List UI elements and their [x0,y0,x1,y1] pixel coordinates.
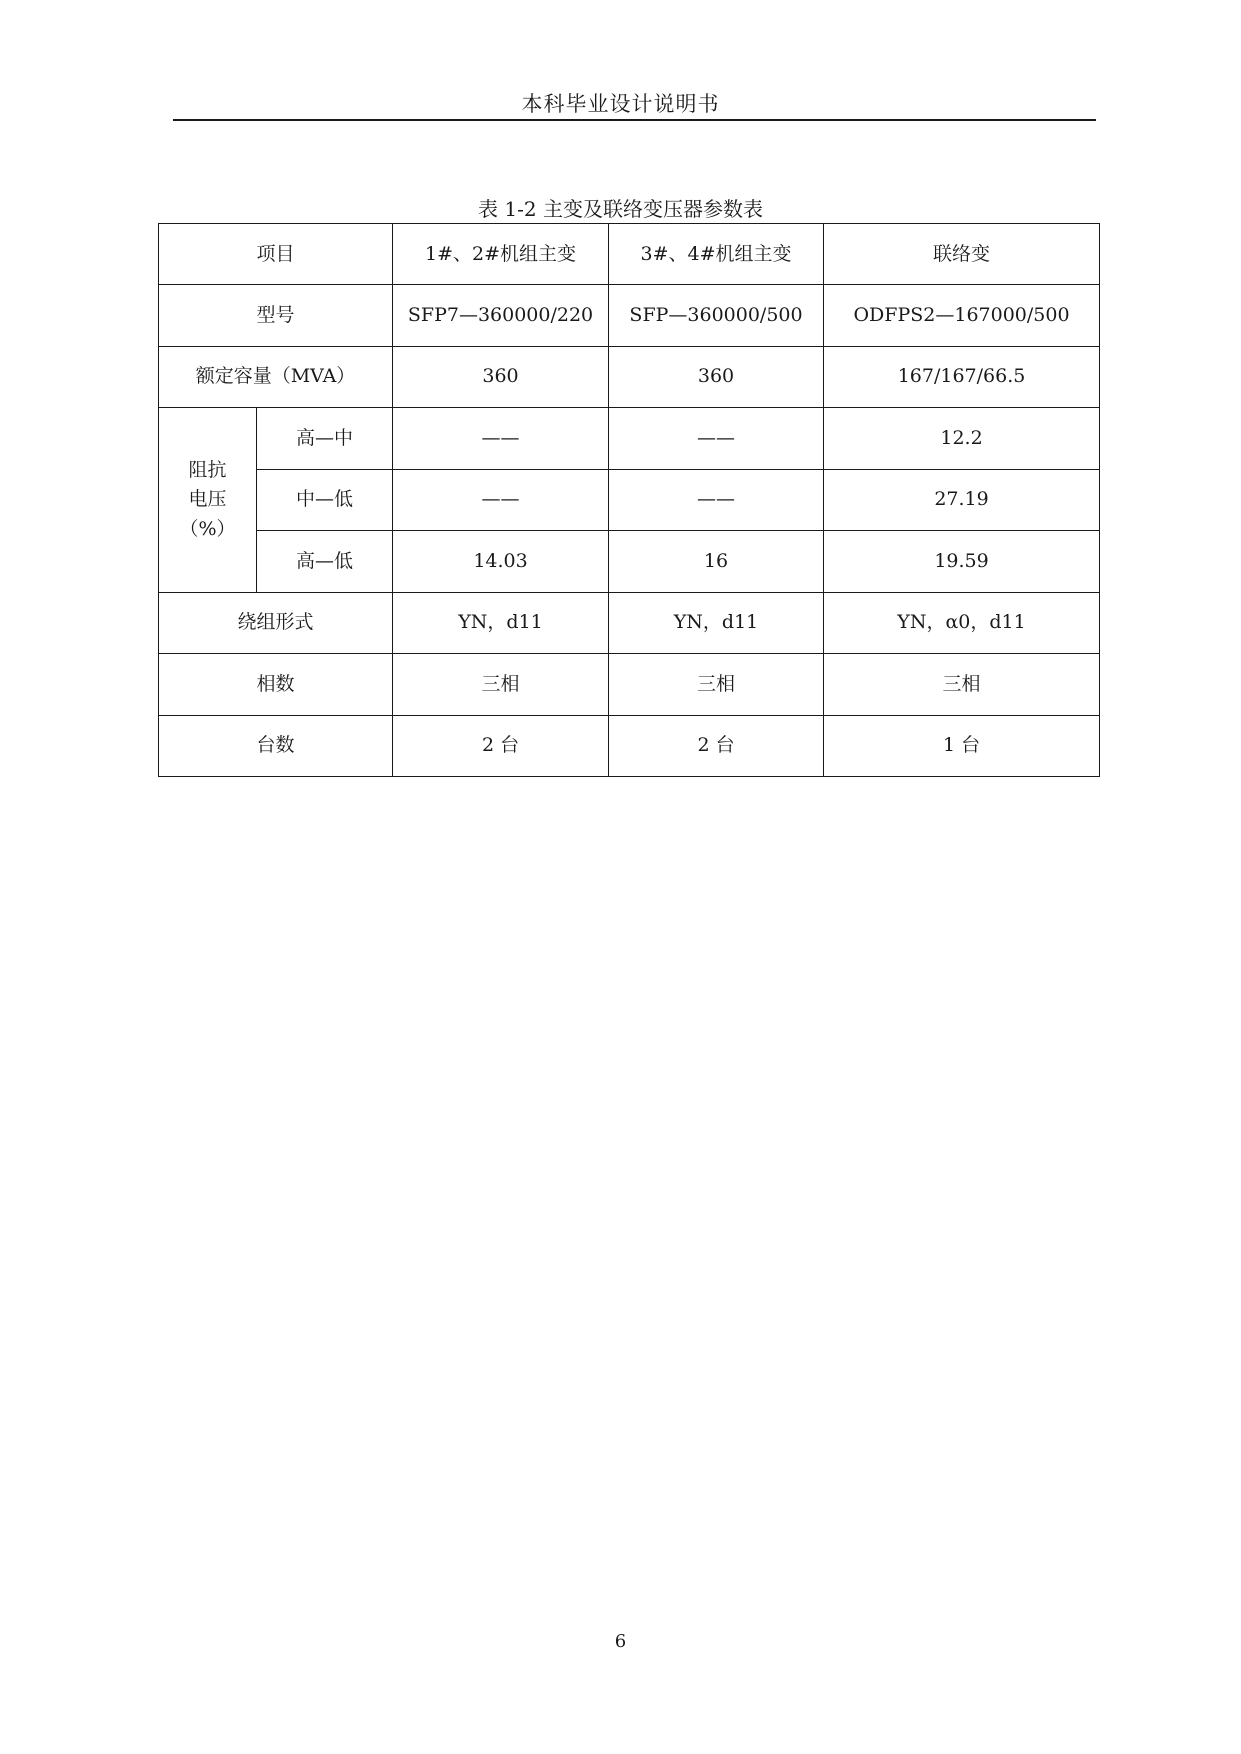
impedance-voltage-label [159,408,257,592]
table-cell: 三相 [824,654,1100,715]
table-cell: —— [393,469,609,530]
header-cell-item: 项目 [159,224,393,285]
table-cell: SFP7—360000/220 [393,285,609,346]
table-cell: 167/167/66.5 [824,346,1100,407]
table-row-phases [159,654,1100,715]
row-label: 台数 [159,715,393,777]
row-label: 相数 [159,654,393,715]
page-number: 6 [614,1631,627,1652]
row-sublabel: 中—低 [257,469,393,530]
impedance-label-line: 阻抗 [188,458,227,481]
table-row-impedance-high-mid [159,408,1100,469]
table-row-units [159,715,1100,777]
table-cell: 27.19 [824,469,1100,530]
table-cell: 360 [609,346,824,407]
row-sublabel: 高—中 [257,408,393,469]
table-header-row [159,224,1100,285]
row-sublabel: 高—低 [257,531,393,592]
page-header-title: 本科毕业设计说明书 [521,92,720,116]
table-caption: 表 1-2 主变及联络变压器参数表 [478,197,763,221]
table-cell: 360 [393,346,609,407]
impedance-label-line: （%） [179,517,236,540]
table-row-model [159,285,1100,346]
table-cell: —— [609,469,824,530]
table-cell: YN，d11 [609,592,824,653]
header-cell-tie-transformer: 联络变 [824,224,1100,285]
table-cell: YN，α0，d11 [824,592,1100,653]
transformer-parameter-table [158,223,1100,777]
table-cell: —— [393,408,609,469]
table-cell: YN，d11 [393,592,609,653]
header-rule [173,119,1096,121]
row-label: 绕组形式 [159,592,393,653]
table-cell: 14.03 [393,531,609,592]
table-cell: 19.59 [824,531,1100,592]
table-cell: —— [609,408,824,469]
table-cell: 2 台 [393,715,609,777]
table-cell: 1 台 [824,715,1100,777]
header-cell-units-3-4: 3#、4#机组主变 [609,224,824,285]
table-row-impedance-mid-low [159,469,1100,530]
table-cell: 2 台 [609,715,824,777]
table-row-impedance-high-low [159,531,1100,592]
table-cell: 16 [609,531,824,592]
row-label: 额定容量（MVA） [159,346,393,407]
table-cell: SFP—360000/500 [609,285,824,346]
impedance-label-line: 电压 [188,488,227,511]
header-cell-units-1-2: 1#、2#机组主变 [393,224,609,285]
table-cell: 三相 [609,654,824,715]
table-cell: ODFPS2—167000/500 [824,285,1100,346]
table-row-winding [159,592,1100,653]
row-label: 型号 [159,285,393,346]
table-cell: 三相 [393,654,609,715]
table-row-capacity [159,346,1100,407]
table-cell: 12.2 [824,408,1100,469]
